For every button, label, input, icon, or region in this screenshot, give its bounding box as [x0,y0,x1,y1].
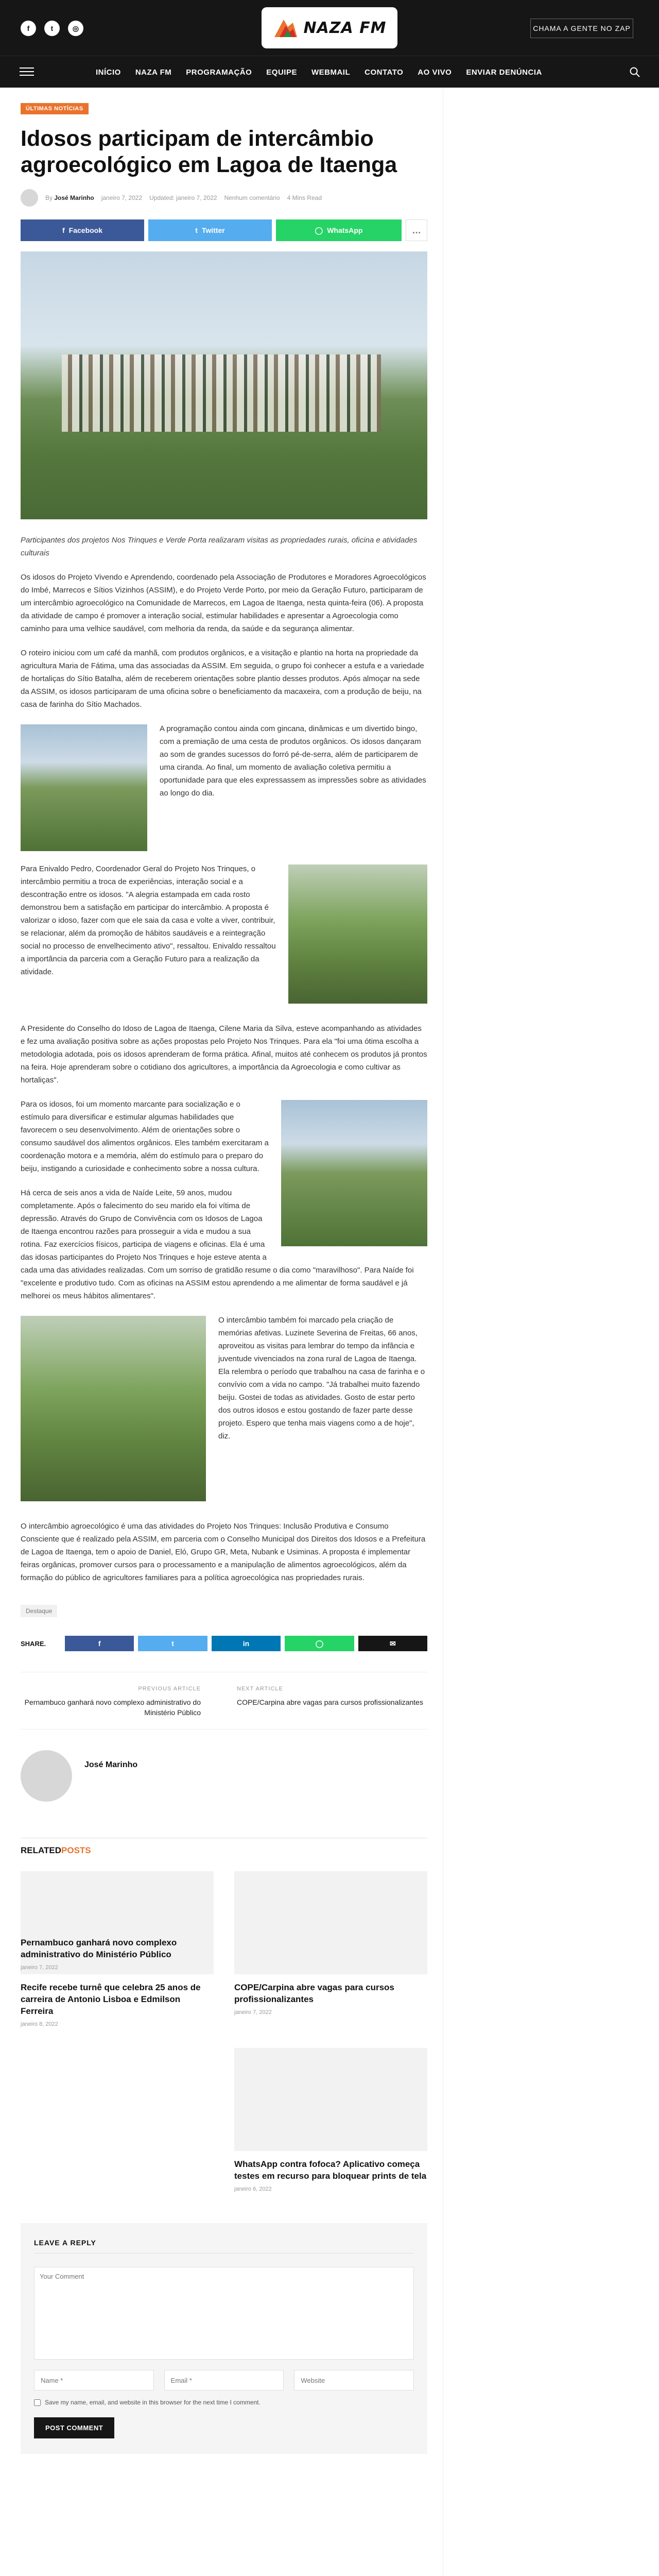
twitter-icon: t [195,226,198,234]
content-block [21,1098,427,1302]
next-article-link[interactable] [237,1684,427,1718]
search-icon[interactable] [629,66,640,78]
related-post[interactable] [234,1871,427,2027]
previous-label: PREVIOUS ARTICLE [138,1686,201,1692]
content-block [21,722,427,858]
related-post[interactable] [234,2048,427,2192]
website-field[interactable] [294,2370,414,2391]
related-date: janeiro 7, 2022 [234,2009,272,2015]
more-share-icon[interactable]: … [406,219,427,241]
nav-item-naza-fm[interactable]: NAZA FM [135,67,172,77]
share-facebook-button[interactable] [21,219,144,241]
share-label: Facebook [68,226,103,234]
content-block [21,862,427,1011]
share-whatsapp-icon[interactable]: ◯ [285,1636,354,1651]
article-paragraph: A Presidente do Conselho do Idoso de Lagoa de Itaenga, Cilene Maria da Silva, esteve acompanhando as atividades e fez uma avaliação positiva sobre as ações propostas pelo Projeto Nos Trinques. Para ela "foi uma ótima escolha a metodologia adotada, pois os idosos aprenderam de forma prática. Afinal, muitos até conhecem os produtos já prontos na feira. Hoje aprenderam sobre o cotidiano dos agricultores, a importância da Agroecologia e como cultivar as hortaliças". [21,1024,427,1084]
related-title[interactable]: COPE/Carpina abre vagas para cursos profissionalizantes [234,1982,394,2004]
article-meta [21,188,427,208]
save-info-checkbox-row[interactable] [34,2399,414,2406]
related-posts [21,1871,427,2192]
article-paragraph: Há cerca de seis anos a vida de Naíde Leite, 59 anos, mudou completamente. Após o falecimento do seu marido ela foi vítima de depressão. Através do Grupo de Convivência com os Idosos de Lagoa de Itaenga encontrou razões para prosseguir a vida e mudou a sua rotina. Faz exercícios físicos, participa de viagens e oficinas. Ela é uma das idosas participantes do Projeto Nos Trinques e hoje esteve atenta a cada uma das atividades realizadas. Com um sorriso de gratidão resume o dia como "maravilhoso". Para Naíde foi "excelente e produtivo tudo. Com as oficinas na ASSIM estou aprendendo a me alimentar de forma saudável e já melhorei os meus hábitos alimentares". [21,1189,414,1300]
featured-image [21,251,427,519]
next-label: NEXT ARTICLE [237,1686,283,1692]
nav-item-enviar-denuncia[interactable]: ENVIAR DENÚNCIA [466,67,542,77]
related-date: janeiro 7, 2022 [21,1964,58,1971]
byline-prefix: By [45,194,53,201]
comment-textarea[interactable] [34,2267,414,2360]
article-paragraph: O intercâmbio também foi marcado pela criação de memórias afetivas. Luzinete Severina de Freitas, 66 anos, aproveitou as visitas para lembrar do tempo da infância e juventude vivenciados na zona rural de Lagoa de Itaenga. Ela relembra o período que trabalhou na casa de farinha e o convívio com a vida no campo. "Já trabalhei muito fazendo beiju. Gostei de todas as atividades. Gosto de estar perto dos outros idosos e estou gostando de fazer parte desse projeto. Espero que tenha mais viagens como a de hoje", diz. [218,1316,425,1440]
image-caption: Participantes dos projetos Nos Trinques e Verde Porta realizaram visitas as propriedades rurais, oficina e atividades culturais [21,536,418,557]
related-title[interactable]: Pernambuco ganhará novo complexo administrativo do Ministério Público [21,1938,177,1959]
previous-title: Pernambuco ganhará novo complexo administrativo do Ministério Público [24,1698,201,1717]
related-heading-plain: RELATED [21,1845,62,1855]
related-thumbnail[interactable] [234,1871,427,1974]
email-field[interactable] [164,2370,284,2391]
next-title: COPE/Carpina abre vagas para cursos profissionalizantes [237,1698,423,1706]
category-badge[interactable]: ÚLTIMAS NOTÍCIAS [21,103,89,114]
site-logo[interactable] [262,7,397,48]
hamburger-menu-icon[interactable] [20,67,34,77]
author-name[interactable]: José Marinho [84,1760,138,1769]
post-comment-button[interactable]: POST COMMENT [34,2417,114,2438]
name-field[interactable] [34,2370,154,2391]
related-heading-accent: POSTS [61,1845,91,1855]
related-date: janeiro 6, 2022 [234,2186,272,2192]
article-paragraph: A programação contou ainda com gincana, dinâmicas e um divertido bingo, com a premiação de uma cesta de produtos orgânicos. Os idosos dançaram ao som de grandes sucessos do forró pé-de-serra, além de participarem de uma ciranda. Ao final, um momento de avaliação coletiva permitiu a oportunidade para que eles expressassem as impressões sobre as atividades ao longo do dia. [160,724,426,798]
twitter-icon[interactable]: t [44,21,60,36]
article-image [281,1100,427,1246]
comment-count[interactable]: Nenhum comentário [224,194,280,201]
comment-fields [34,2370,414,2391]
article-image [21,1316,206,1501]
author-link[interactable]: José Marinho [54,194,94,201]
article-paragraph: O roteiro iniciou com um café da manhã, com produtos orgânicos, e a visitação e plantio na horta na propriedade da agricultura Maria de Fátima, uma das associadas da ASSIM. Em seguida, o grupo foi conhecer a estufa e a variedade de hortaliças do Sítio Batalha, além de receberem orientações sobre plantio desses produtos. Após almoçar na sede da ASSIM, os idosos participaram de uma oficina sobre o beneficiamento da macaxeira, com a produção de beiju, na casa de farinha do Sítio Machados. [21,649,424,709]
logo-text: NAZA FM [303,19,387,37]
whatsapp-cta-button[interactable]: CHAMA A GENTE NO ZAP [530,19,633,38]
article-title: Idosos participam de intercâmbio agroecológico em Lagoa de Itaenga [21,126,397,177]
related-thumbnail[interactable] [234,2048,427,2151]
logo-mark-icon [272,16,299,39]
previous-article-link[interactable] [21,1684,211,1718]
read-time: 4 Mins Read [287,194,322,201]
author-avatar[interactable] [21,189,38,207]
share-facebook-icon[interactable]: f [65,1636,134,1651]
top-header [0,0,659,56]
save-info-checkbox[interactable] [34,2399,41,2406]
article-image [288,865,427,1004]
nav-item-equipe[interactable]: EQUIPE [266,67,297,77]
author-byline [45,194,94,201]
share-email-icon[interactable]: ✉ [358,1636,427,1651]
updated-date: Updated: janeiro 7, 2022 [149,194,217,201]
related-title[interactable]: WhatsApp contra fofoca? Aplicativo começa testes em recurso para bloquear prints de tela [234,2159,427,2181]
related-post[interactable] [21,1929,214,2192]
author-box [21,1750,427,1802]
reply-heading: LEAVE A REPLY [34,2239,414,2253]
facebook-icon[interactable]: f [21,21,36,36]
share-whatsapp-button[interactable] [276,219,402,241]
article-image [21,724,147,851]
content-block [21,1314,427,1509]
nav-item-programacao[interactable]: PROGRAMAÇÃO [186,67,252,77]
nav-item-inicio[interactable]: INÍCIO [96,67,121,77]
share-bottom [21,1636,427,1651]
article-paragraph: Para Enivaldo Pedro, Coordenador Geral do Projeto Nos Trinques, o intercâmbio permitiu a troca de experiências, interação social e a descontração entre os idosos. "A alegria estampada em cada rosto demonstrou bem a satisfação em participar do intercâmbio. A proposta é valorizar o idoso, fazer com que ele saia da casa e volte a viver, contribuir, se relacionar, além da promoção de hábitos saudáveis e a reintegração social no processo de envelhecimento ativo", ressaltou. Enivaldo ressaltou a importância da parceria com a Geração Futuro para a realização da atividade. [21,865,276,976]
share-twitter-icon[interactable]: t [138,1636,207,1651]
share-label: Twitter [201,226,225,234]
nav-item-ao-vivo[interactable]: AO VIVO [418,67,452,77]
related-title[interactable]: Recife recebe turnê que celebra 25 anos de carreira de Antonio Lisboa e Edmilson Ferreira [21,1982,201,2016]
nav-item-webmail[interactable]: WEBMAIL [311,67,351,77]
share-twitter-button[interactable] [148,219,272,241]
post-navigation [21,1672,427,1730]
nav-item-contato[interactable]: CONTATO [365,67,404,77]
related-date: janeiro 8, 2022 [21,2021,58,2027]
tag-link[interactable]: Destaque [21,1605,57,1617]
share-label: WhatsApp [327,226,363,234]
main-nav [0,56,659,88]
article-paragraph: O intercâmbio agroecológico é uma das atividades do Projeto Nos Trinques: Inclusão Produtiva e Consumo Consciente que é realizado pela ASSIM, em parceria com o Conselho Municipal dos Direitos dos Idosos e a Prefeitura de Lagoa de Itaenga, tem o apoio de Daniel, Eló, Grupo GR, Meta, Nubank e Usiminas. A proposta é implementar feiras orgânicas, promover cursos para o processamento e a manipulação de alimentos agroecológicos, além da formação do público de agricultores familiares para a política agroecológica nas propriedades rurais. [21,1522,426,1582]
checkbox-label: Save my name, email, and website in this browser for the next time I comment. [45,2399,261,2406]
whatsapp-icon: ◯ [315,226,323,234]
instagram-icon[interactable]: ◎ [68,21,83,36]
author-avatar[interactable] [21,1750,72,1802]
share-label: SHARE. [21,1639,46,1648]
share-top [21,219,427,241]
comment-form [21,2223,427,2454]
article-paragraph: Os idosos do Projeto Vivendo e Aprendendo, coordenado pela Associação de Produtores e Moradores Agroecológicos do Imbé, Marrecos e Sítios Vizinhos (ASSIM), e do Projeto Verde Porto, por meio da Geração Futuro, participaram de um intercâmbio agroecológico na Comunidade de Marrecos, em Lagoa de Itaenga, nesta quinta-feira (06). A proposta da atividade de campo é promover a interação social, estimular habilidades e apresentar a Agroecologia como caminho para uma velhice saudável, com melhoria da renda, da saúde e da segurança alimentar. [21,573,426,633]
article-paragraph: Para os idosos, foi um momento marcante para socialização e o estímulo para diversificar e estimular algumas habilidades que favorecem o seu desenvolvimento. Além de orientações sobre o consumo saudável dos alimentos orgânicos. Eles também exercitaram a coordenação motora e a memória, além do estímulo para o preparo do beiju, instigando a curiosidade e conhecimento sobre a nossa cultura. [21,1100,269,1173]
published-date: janeiro 7, 2022 [101,194,143,201]
related-heading [21,1838,427,1856]
facebook-icon: f [62,226,65,234]
nav-menu [96,56,542,88]
share-linkedin-icon[interactable]: in [212,1636,281,1651]
article-main [21,103,427,2454]
